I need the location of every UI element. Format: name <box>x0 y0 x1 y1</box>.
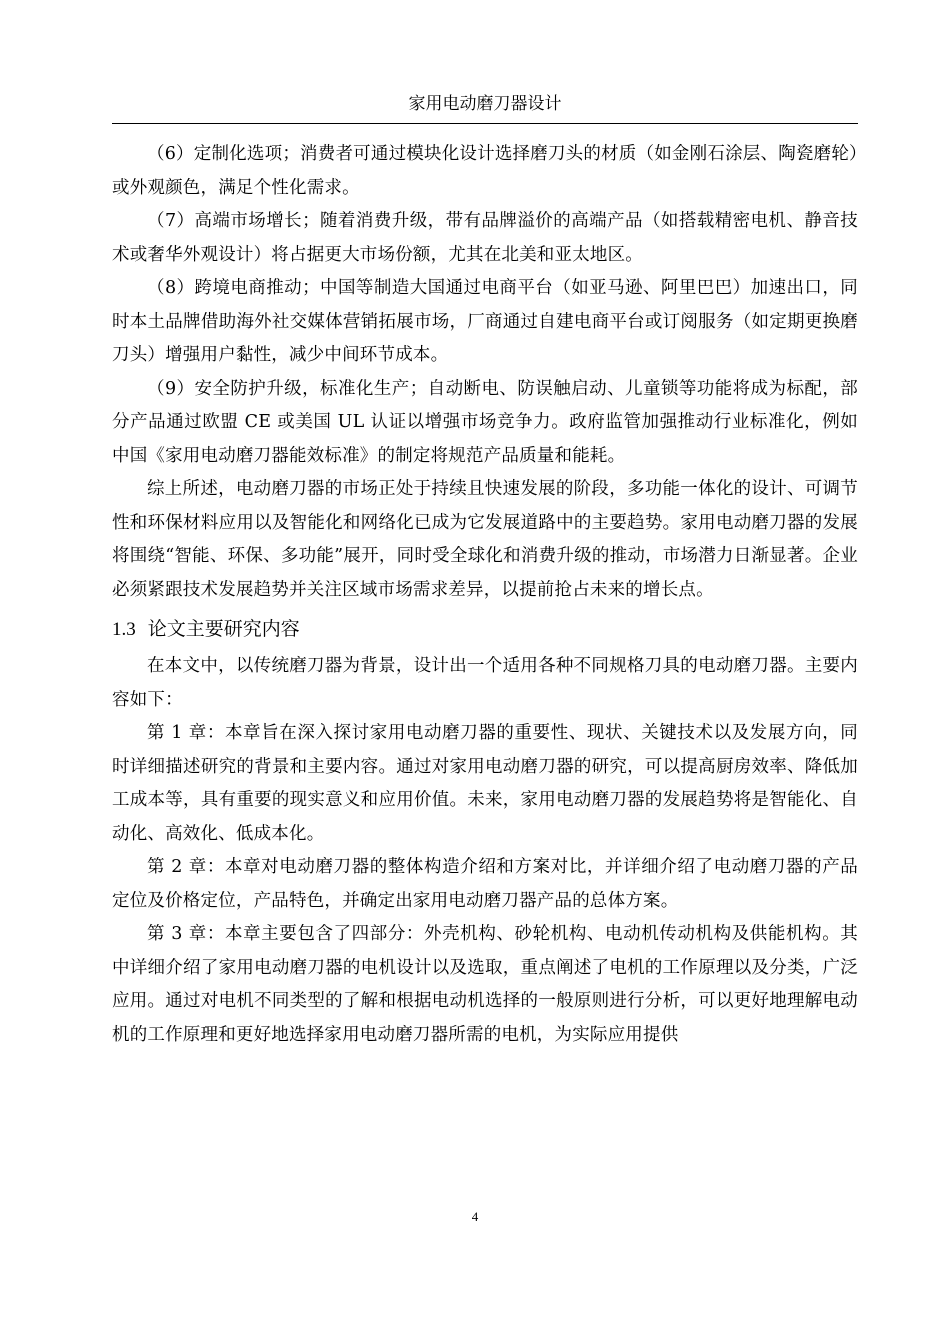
paragraph-chapter-2: 第 2 章：本章对电动磨刀器的整体构造介绍和方案对比，并详细介绍了电动磨刀器的产品定位及价格定位，产品特色，并确定出家用电动磨刀器产品的总体方案。 <box>112 857 858 911</box>
paragraph-summary: 综上所述，电动磨刀器的市场正处于持续且快速发展的阶段，多功能一体化的设计、可调节性和环保材料应用以及智能化和网络化已成为它发展道路中的主要趋势。家用电动磨刀器的发展将围绕“智能、环保、多功能”展开，同时受全球化和消费升级的推动，市场潜力日渐显著。企业必须紧跟技术发展趋势并关注区域市场需求差异，以提前抢占未来的增长点。 <box>112 479 858 600</box>
page-number: 4 <box>471 1209 479 1224</box>
section-title: 论文主要研究内容 <box>147 618 300 640</box>
paragraph-item-9: （9）安全防护升级，标准化生产；自动断电、防误触启动、儿童锁等功能将成为标配，部分产品通过欧盟 CE 或美国 UL 认证以增强市场竞争力。政府监管加强推动行业标准化，例如中国《家用电动磨刀器能效标准》的制定将规范产品质量和能耗。 <box>112 378 858 466</box>
header-rule <box>112 123 858 124</box>
running-header: 家用电动磨刀器设计 <box>408 94 562 114</box>
page-body <box>112 138 858 1052</box>
section-heading <box>112 611 858 648</box>
paragraph-item-8: （8）跨境电商推动；中国等制造大国通过电商平台（如亚马逊、阿里巴巴）加速出口，同时本土品牌借助海外社交媒体营销拓展市场，厂商通过自建电商平台或订阅服务（如定期更换磨刀头）增强用户黏性，减少中间环节成本。 <box>112 278 858 365</box>
section-number: 1.3 <box>112 619 136 640</box>
paragraph-chapter-3: 第 3 章：本章主要包含了四部分：外壳机构、砂轮机构、电动机传动机构及供能机构。其中详细介绍了家用电动磨刀器的电机设计以及选取，重点阐述了电机的工作原理以及分类，广泛应用。通过对电机不同类型的了解和根据电动机选择的一般原则进行分析，可以更好地理解电动机的工作原理和更好地选择家用电动磨刀器所需的电机，为实际应用提供 <box>112 924 858 1045</box>
paragraph-item-7: （7）高端市场增长；随着消费升级，带有品牌溢价的高端产品（如搭载精密电机、静音技术或奢华外观设计）将占据更大市场份额，尤其在北美和亚太地区。 <box>112 211 858 265</box>
paragraph-item-6: （6）定制化选项；消费者可通过模块化设计选择磨刀头的材质（如金刚石涂层、陶瓷磨轮）或外观颜色，满足个性化需求。 <box>112 144 858 198</box>
paragraph-intro: 在本文中，以传统磨刀器为背景，设计出一个适用各种不同规格刀具的电动磨刀器。主要内容如下： <box>112 656 858 710</box>
paragraph-chapter-1: 第 1 章：本章旨在深入探讨家用电动磨刀器的重要性、现状、关键技术以及发展方向，同时详细描述研究的背景和主要内容。通过对家用电动磨刀器的研究，可以提高厨房效率、降低加工成本等，具有重要的现实意义和应用价值。未来，家用电动磨刀器的发展趋势将是智能化、自动化、高效化、低成本化。 <box>112 723 858 844</box>
